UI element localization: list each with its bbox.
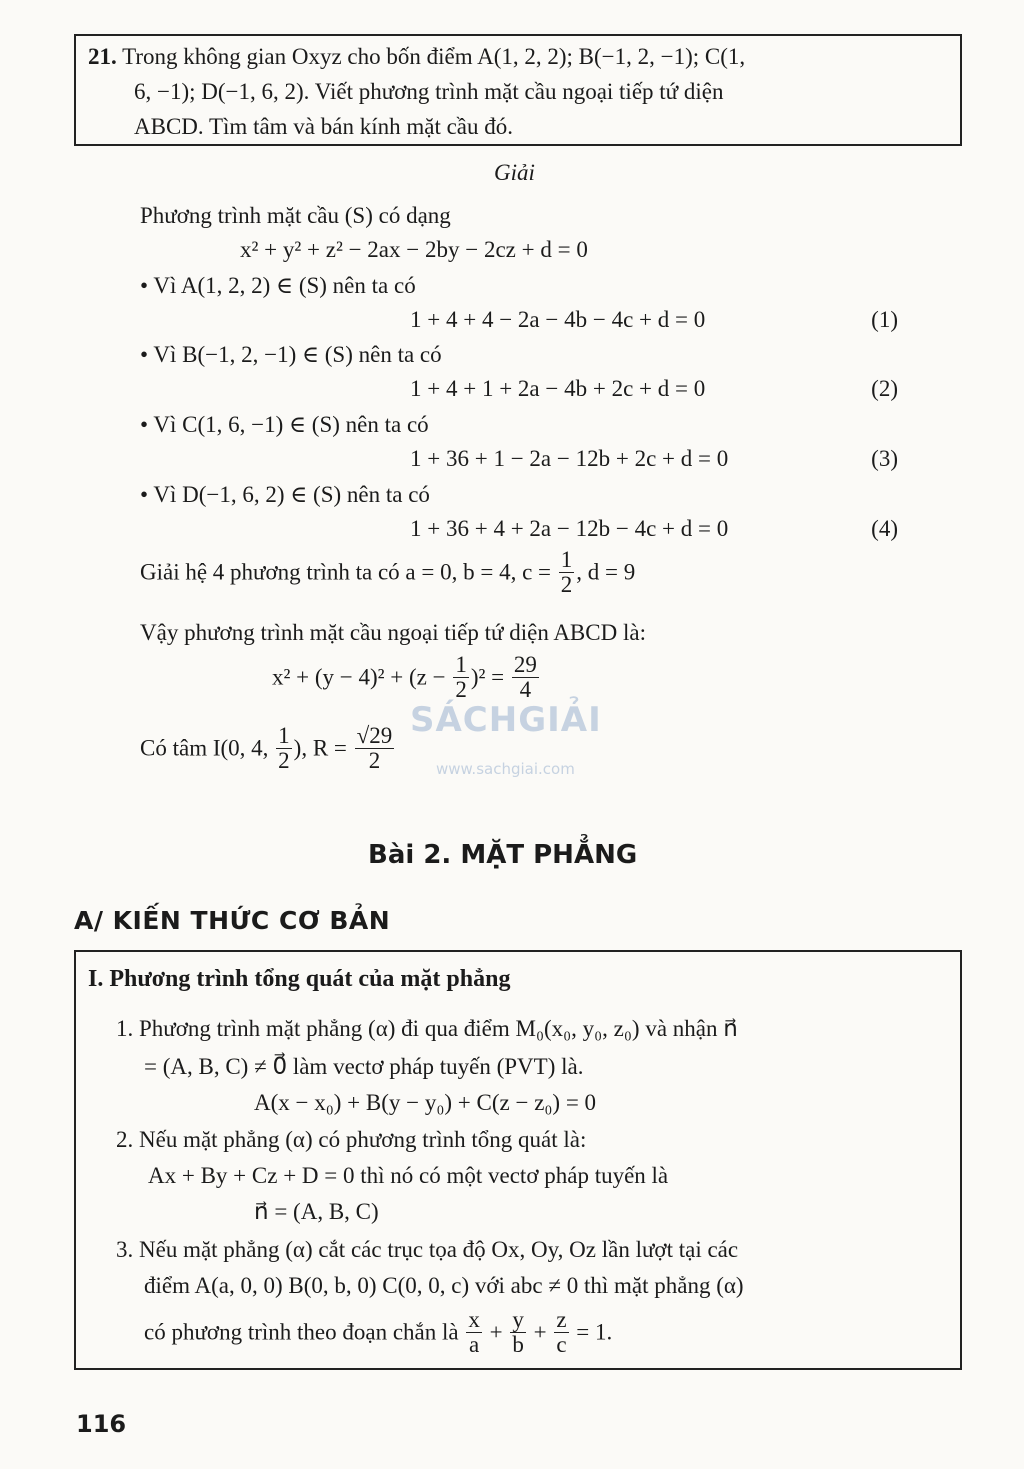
problem-number: 21. [88, 44, 117, 69]
item-1-equation: A(x − x₀) + B(y − y₀) + C(z − z₀) = 0 [254, 1090, 597, 1115]
item-2-line-3: n⃗ = (A, B, C) [254, 1199, 379, 1224]
item-1-line-1: 1. Phương trình mặt phẳng (α) đi qua điểm M₀(x₀, y₀, z₀) và nhận n⃗ [116, 1016, 738, 1041]
equation-4: 1 + 36 + 4 + 2a − 12b − 4c + d = 0 [410, 516, 729, 541]
condition-d: • Vì D(−1, 6, 2) ∈ (S) nên ta có [140, 482, 430, 507]
fraction-y-b: $\frac{y}{b}$ [512, 1307, 524, 1358]
equation-number-3: (3) [871, 446, 898, 471]
fraction-half-3: $\frac{1}{2}$ [278, 723, 290, 774]
equation-1: 1 + 4 + 4 − 2a − 4b − 4c + d = 0 [410, 307, 706, 332]
condition-b: • Vì B(−1, 2, −1) ∈ (S) nên ta có [140, 342, 442, 367]
section-heading: A/ KIẾN THỨC CƠ BẢN [74, 906, 391, 935]
fraction-radius: $\frac{√29}{2}$ [356, 723, 393, 774]
condition-a: • Vì A(1, 2, 2) ∈ (S) nên ta có [140, 273, 416, 298]
item-3-line-3: có phương trình theo đoạn chắn là $\frac{x}{a}$ + $\frac{y}{b}$ + $\frac{z}{c}$ = 1. [144, 1307, 613, 1358]
problem-line-3: ABCD. Tìm tâm và bán kính mặt cầu đó. [134, 114, 514, 139]
item-2-line-2: Ax + By + Cz + D = 0 thì nó có một vectơ pháp tuyến là [148, 1163, 669, 1188]
conclusion: Vậy phương trình mặt cầu ngoại tiếp tứ diện ABCD là: [140, 620, 646, 645]
fraction-half-2: $\frac{1}{2}$ [455, 652, 467, 703]
problem-line-2: 6, −1); D(−1, 6, 2). Viết phương trình mặt cầu ngoại tiếp tứ diện [134, 79, 724, 104]
equation-number-2: (2) [871, 376, 898, 401]
page-number: 116 [76, 1410, 127, 1438]
equation-3: 1 + 36 + 1 − 2a − 12b + 2c + d = 0 [410, 446, 729, 471]
solution-intro: Phương trình mặt cầu (S) có dạng [140, 203, 451, 228]
item-1-line-2: = (A, B, C) ≠ 0⃗ làm vectơ pháp tuyến (PVT) là. [144, 1054, 584, 1079]
equation-number-1: (1) [871, 307, 898, 332]
fraction-half: $\frac{1}{2}$ [560, 547, 573, 598]
general-equation: x² + y² + z² − 2ax − 2by − 2cz + d = 0 [240, 237, 588, 262]
condition-c: • Vì C(1, 6, −1) ∈ (S) nên ta có [140, 412, 429, 437]
watermark-logo: SÁCHGIẢI www.sachgiai.com [410, 700, 602, 778]
sphere-equation: x² + (y − 4)² + (z − $\frac{1}{2}$ )² = $\frac{29}{4}$ [272, 652, 537, 703]
item-3-line-1: 3. Nếu mặt phẳng (α) cắt các trục tọa độ Ox, Oy, Oz lần lượt tại các [116, 1237, 739, 1262]
fraction-29-4: $\frac{29}{4}$ [513, 652, 537, 703]
system-solution: Giải hệ 4 phương trình ta có a = 0, b = 4, c = $\frac{1}{2}$ , d = 9 [140, 547, 636, 598]
lesson-title: Bài 2. MẶT PHẲNG [368, 840, 638, 870]
equation-number-4: (4) [871, 516, 898, 541]
center-radius: Có tâm I(0, 4, $\frac{1}{2}$ ), R = $\frac{√29}{2}$ [140, 723, 393, 774]
solution-heading: Giải [494, 160, 535, 185]
problem-line-1: 21. Trong không gian Oxyz cho bốn điểm A(1, 2, 2); B(−1, 2, −1); C(1, [88, 44, 746, 69]
item-3-line-2: điểm A(a, 0, 0) B(0, b, 0) C(0, 0, c) với abc ≠ 0 thì mặt phẳng (α) [144, 1273, 744, 1298]
item-2-line-1: 2. Nếu mặt phẳng (α) có phương trình tổng quát là: [116, 1127, 587, 1152]
fraction-x-a: $\frac{x}{a}$ [468, 1307, 480, 1358]
equation-2: 1 + 4 + 1 + 2a − 4b + 2c + d = 0 [410, 376, 706, 401]
box-title: I. Phương trình tổng quát của mặt phẳng [88, 966, 511, 992]
fraction-z-c: $\frac{z}{c}$ [556, 1307, 567, 1358]
watermark-url: www.sachgiai.com [436, 760, 575, 778]
